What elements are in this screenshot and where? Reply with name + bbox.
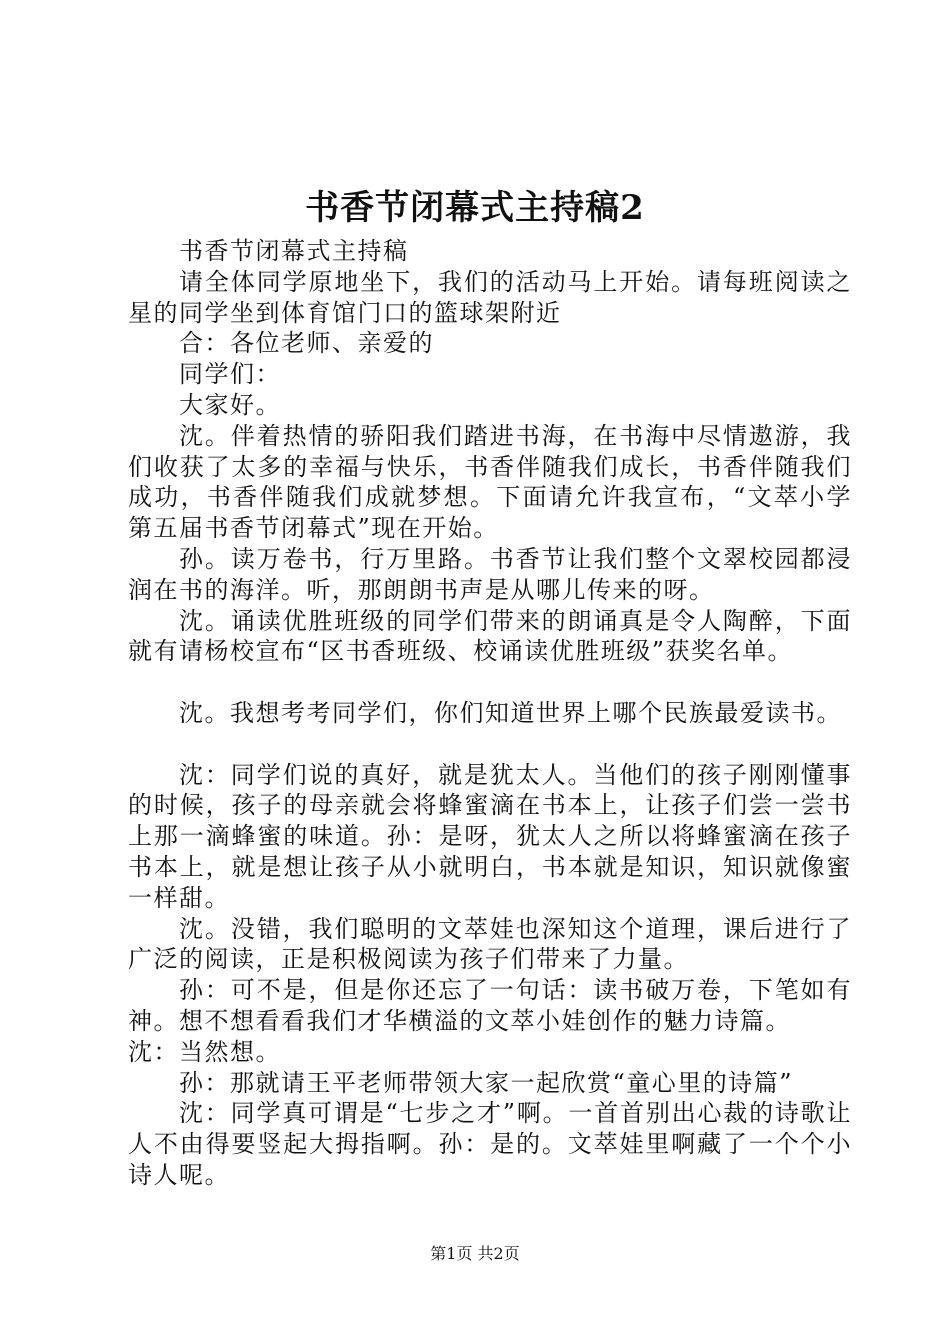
paragraph: 孙：那就请王平老师带领大家一起欣赏“童心里的诗篇” xyxy=(179,1068,794,1097)
paragraph: 沈。我想考考同学们，你们知道世界上哪个民族最爱读书。 xyxy=(179,698,842,727)
paragraph: 沈：当然想。 xyxy=(128,1037,281,1066)
paragraph: 孙。读万卷书，行万里路。书香节让我们整个文翠校园都浸润在书的海洋。听，那朗朗书声是从哪儿传来的呀。 xyxy=(128,544,852,604)
paragraph: 沈。诵读优胜班级的同学们带来的朗诵真是令人陶醉，下面就有请杨校宣布“区书香班级、校诵读优胜班级”获奖名单。 xyxy=(128,606,852,666)
paragraph: 合：各位老师、亲爱的 xyxy=(179,329,434,358)
paragraph: 沈：同学们说的真好，就是犹太人。当他们的孩子刚刚懂事的时候，孩子的母亲就会将蜂蜜滴在书本上，让孩子们尝一尝书上那一滴蜂蜜的味道。孙：是呀，犹太人之所以将蜂蜜滴在孩子书本上，就是想让孩子从小就明白，书本就是知识，知识就像蜜一样甜。 xyxy=(128,760,852,912)
paragraph: 沈。没错，我们聪明的文萃娃也深知这个道理，课后进行了广泛的阅读，正是积极阅读为孩子们带来了力量。 xyxy=(128,914,852,974)
document-body xyxy=(128,236,852,1191)
paragraph: 沈。伴着热情的骄阳我们踏进书海，在书海中尽情遨游，我们收获了太多的幸福与快乐，书香伴随我们成长，书香伴随我们成功，书香伴随我们成就梦想。下面请允许我宣布，“文萃小学第五届书香节闭幕式”现在开始。 xyxy=(128,421,852,543)
paragraph: 孙：可不是，但是你还忘了一句话：读书破万卷，下笔如有神。想不想看看我们才华横溢的文萃小娃创作的魅力诗篇。 xyxy=(128,976,852,1035)
paragraph: 大家好。 xyxy=(179,390,281,419)
document-title: 书香节闭幕式主持稿2 xyxy=(305,188,645,228)
page-footer: 第1页 共2页 xyxy=(430,1244,520,1263)
paragraph: 请全体同学原地坐下，我们的活动马上开始。请每班阅读之星的同学坐到体育馆门口的篮球架附近 xyxy=(128,267,852,327)
paragraph: 同学们： xyxy=(179,360,281,389)
paragraph: 沈：同学真可谓是“七步之才”啊。一首首别出心裁的诗歌让人不由得要竖起大拇指啊。孙：是的。文萃娃里啊藏了一个个小诗人呢。 xyxy=(128,1099,852,1189)
paragraph-heading: 书香节闭幕式主持稿 xyxy=(179,237,409,265)
